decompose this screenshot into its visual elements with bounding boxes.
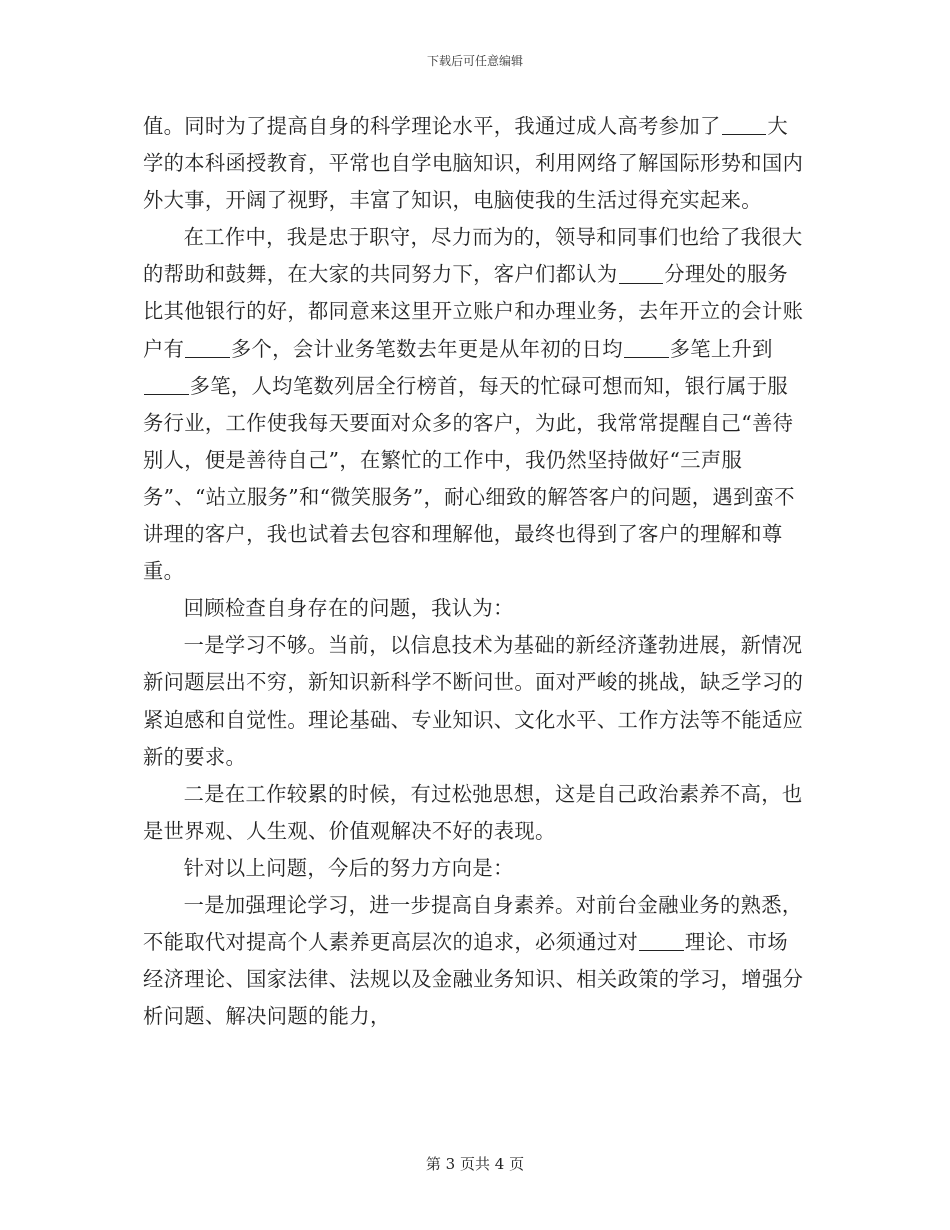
text-segment: 一是学习不够。当前，以信息技术为基础的新经济蓬勃进展，新情况新问题层出不穷，新知识新科学不断问世。面对严峻的挑战，缺乏学习的紧迫感和自觉性。理论基础、专业知识、文化水平、工作方法等不能适应新的要求。 xyxy=(143,633,804,769)
fill-in-blank xyxy=(639,930,684,951)
page-header: 下载后可任意编辑 xyxy=(426,54,523,68)
paragraph xyxy=(143,776,808,850)
text-segment: 值。同时为了提高自身的科学理论水平，我通过成人高考参加了 xyxy=(143,114,721,138)
paragraph xyxy=(143,887,808,1035)
fill-in-blank xyxy=(185,337,230,358)
document-body xyxy=(143,108,808,1035)
text-segment: 多笔，人均笔数列居全行榜首，每天的忙碌可想而知，银行属于服务行业，工作使我每天要面对众多的客户，为此，我常常提醒自己“善待别人，便是善待自己”，在繁忙的工作中，我仍然坚持做好“三声服务”、“站立服务”和“微笑服务”，耐心细致的解答客户的问题，遇到蛮不讲理的客户，我也试着去包容和理解他，最终也得到了客户的理解和尊重。 xyxy=(143,373,795,584)
paragraph xyxy=(143,590,808,627)
text-segment: 二是在工作较累的时候，有过松弛思想，这是自己政治素养不高，也是世界观、人生观、价值观解决不好的表现。 xyxy=(143,781,803,843)
paragraph xyxy=(143,850,808,887)
fill-in-blank xyxy=(722,114,767,135)
paragraph xyxy=(143,627,808,775)
fill-in-blank xyxy=(144,374,189,395)
page-number-footer: 第 3 页共 4 页 xyxy=(425,1155,525,1173)
fill-in-blank xyxy=(619,263,664,284)
fill-in-blank xyxy=(624,337,669,358)
text-segment: 针对以上问题，今后的努力方向是： xyxy=(183,855,514,880)
text-segment: 多个，会计业务笔数去年更是从年初的日均 xyxy=(230,336,623,361)
text-segment: 理论、市场经济理论、国家法律、法规以及金融业务知识、相关政策的学习，增强分析问题、解决问题的能力， xyxy=(143,930,804,1029)
text-segment: 分理处的服务比其他银行的好，都同意来这里开立账户和办理业务，去年开立的会计账户有 xyxy=(143,262,804,361)
text-segment: 在工作中，我是忠于职守，尽力而为的，领导和同事们也给了我很大的帮助和鼓舞，在大家的共同努力下，客户们都认为 xyxy=(143,225,803,287)
paragraph xyxy=(143,108,808,219)
text-segment: 多笔上升到 xyxy=(669,336,773,361)
text-segment: 一是加强理论学习，进一步提高自身素养。对前台金融业务的熟悉，不能取代对提高个人素养更高层次的追求，必须通过对 xyxy=(143,892,803,955)
paragraph xyxy=(143,219,808,590)
text-segment: 回顾检查自身存在的问题，我认为： xyxy=(183,596,514,621)
text-segment: 大学的本科函授教育，平常也自学电脑知识，利用网络了解国际形势和国内外大事，开阔了视野，丰富了知识，电脑使我的生活过得充实起来。 xyxy=(143,114,804,213)
